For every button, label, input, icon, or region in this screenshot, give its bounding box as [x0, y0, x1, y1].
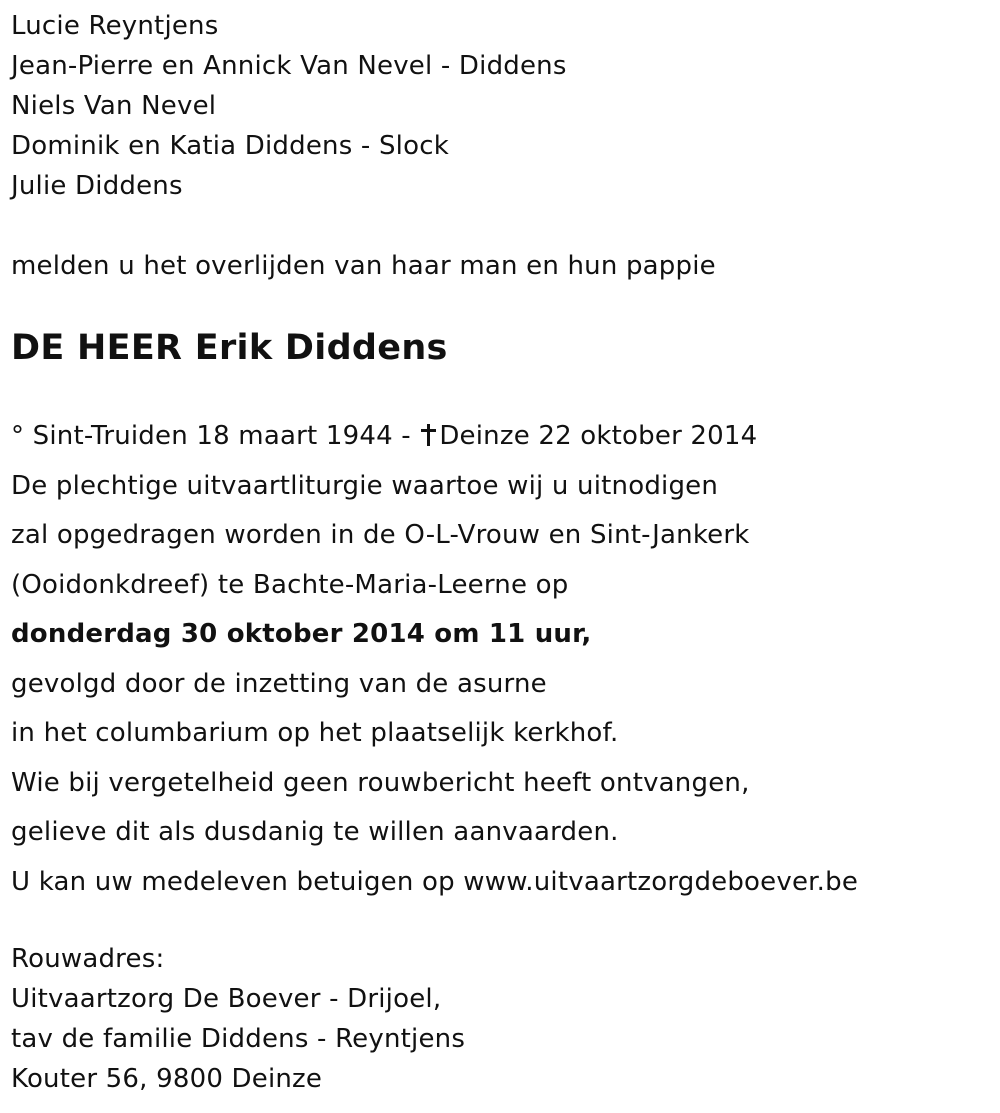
ceremony-line: zal opgedragen worden in de O-L-Vrouw en Sint-Jankerk [11, 520, 750, 550]
mourning-address [11, 939, 991, 1099]
family-member: Lucie Reyntjens [11, 11, 219, 41]
family-member: Niels Van Nevel [11, 91, 217, 121]
ceremony-line: De plechtige uitvaartliturgie waartoe wij u uitnodigen [11, 470, 719, 501]
deceased-name: DE HEER Erik Diddens [11, 328, 448, 368]
address-line: Uitvaartzorg De Boever - Drijoel, [11, 984, 442, 1014]
cross-icon [421, 424, 435, 446]
announcement-text: melden u het overlijden van haar man en hun pappie [11, 251, 716, 281]
ceremony-line: (Ooidonkdreef) te Bachte-Maria-Leerne op [11, 569, 569, 600]
ceremony-line: gelieve dit als dusdanig te willen aanvaarden. [11, 817, 619, 847]
ceremony-details [11, 412, 991, 907]
family-list [11, 0, 991, 206]
ceremony-line: gevolgd door de inzetting van de asurne [11, 668, 547, 699]
ceremony-date-time: donderdag 30 oktober 2014 om 11 uur, [11, 619, 592, 649]
life-dates [11, 412, 991, 462]
address-label: Rouwadres: [11, 944, 165, 974]
ceremony-line: Wie bij vergetelheid geen rouwbericht heeft ontvangen, [11, 767, 750, 798]
family-member: Jean-Pierre en Annick Van Nevel - Diddens [11, 51, 567, 81]
ceremony-line: U kan uw medeleven betuigen op www.uitvaartzorgdeboever.be [11, 866, 859, 897]
death-info: Deinze 22 oktober 2014 [439, 421, 758, 451]
family-member: Dominik en Katia Diddens - Slock [11, 131, 449, 161]
ceremony-line: in het columbarium op het plaatselijk kerkhof. [11, 718, 619, 748]
address-line: tav de familie Diddens - Reyntjens [11, 1024, 466, 1054]
obituary-notice [11, 0, 991, 1099]
address-line: Kouter 56, 9800 Deinze [11, 1064, 323, 1094]
birth-info: ° Sint-Truiden 18 maart 1944 - [11, 421, 411, 451]
family-member: Julie Diddens [11, 171, 183, 201]
